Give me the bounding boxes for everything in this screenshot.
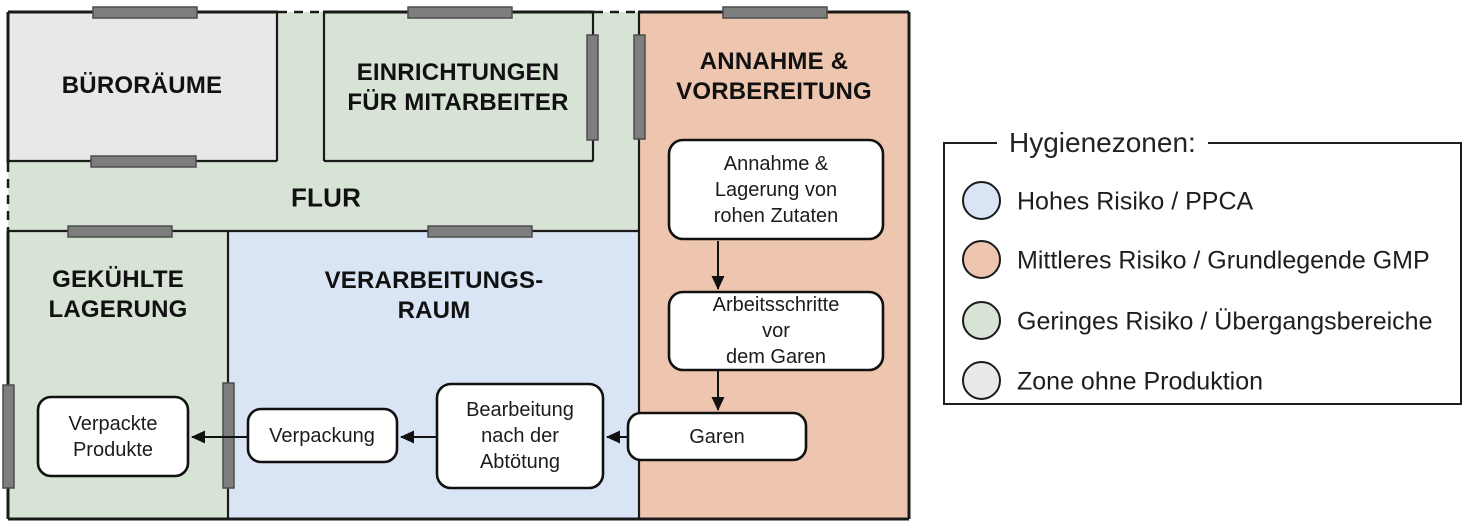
- no-production-swatch-icon: [962, 361, 1001, 400]
- high-risk-swatch-icon: [962, 181, 1001, 220]
- legend-item-high-risk: [945, 181, 1460, 223]
- legend-item-label: Hohes Risiko / PPCA: [1017, 187, 1254, 216]
- room-label-annahme: ANNAHME & VORBEREITUNG: [676, 47, 872, 105]
- door-marker: [3, 385, 14, 488]
- legend-item-low-risk: [945, 301, 1460, 343]
- legend-title: Hygienezonen:: [997, 125, 1208, 161]
- legend-item-medium-risk: [945, 240, 1460, 282]
- flow-label-garen: Garen: [689, 426, 745, 448]
- door-marker: [93, 7, 197, 18]
- flow-box-garen: [628, 413, 806, 460]
- legend-item-label: Mittleres Risiko / Grundlegende GMP: [1017, 246, 1430, 275]
- room-label-bueroraeume: BÜRORÄUME: [61, 71, 223, 99]
- door-marker: [634, 35, 645, 139]
- door-marker: [587, 35, 598, 140]
- flow-box-annahme-lagerung: [669, 140, 883, 239]
- flow-box-verpackte: [38, 397, 188, 476]
- door-marker: [68, 226, 172, 237]
- door-marker: [723, 7, 827, 18]
- room-label-flur: FLUR: [290, 182, 362, 213]
- legend: [943, 127, 1462, 405]
- legend-item-no-production: [945, 361, 1460, 403]
- door-marker: [428, 226, 532, 237]
- room-label-einrichtungen: EINRICHTUNGEN FÜR MITARBEITER: [347, 58, 569, 116]
- flow-box-bearbeitung: [437, 384, 603, 488]
- door-marker: [91, 156, 196, 167]
- door-marker: [408, 7, 512, 18]
- room-label-gekuehlte: GEKÜHLTE LAGERUNG: [48, 265, 188, 323]
- flow-box-verpackung: [248, 409, 397, 462]
- flow-label-bearbeitung: Bearbeitung nach der Abtötung: [466, 399, 574, 473]
- legend-item-label: Geringes Risiko / Übergangsbereiche: [1017, 307, 1433, 336]
- door-marker: [223, 383, 234, 488]
- flow-label-annahme-lagerung: Annahme & Lagerung von rohen Zutaten: [713, 153, 839, 227]
- flow-box-arbeitsschritte: [669, 292, 883, 370]
- flow-label-arbeitsschritte: Arbeitsschritte vor dem Garen: [712, 294, 840, 368]
- room-label-verarbeitung: VERARBEITUNGS- RAUM: [324, 266, 544, 324]
- flow-label-verpackte: Verpackte Produkte: [68, 413, 158, 461]
- flow-label-verpackung: Verpackung: [269, 425, 375, 447]
- medium-risk-swatch-icon: [962, 240, 1001, 279]
- low-risk-swatch-icon: [962, 301, 1001, 340]
- legend-item-label: Zone ohne Produktion: [1017, 367, 1264, 396]
- zone-no-production: [8, 12, 277, 161]
